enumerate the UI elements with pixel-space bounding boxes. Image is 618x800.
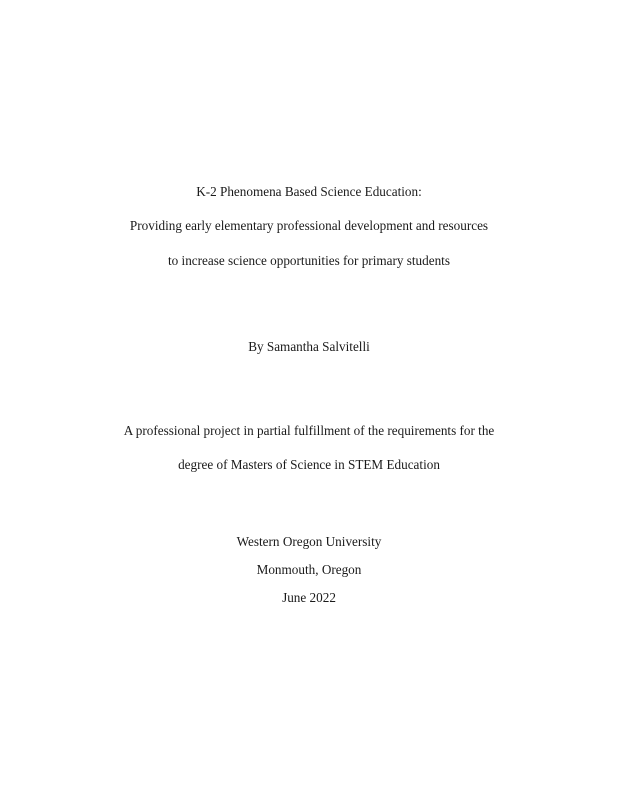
title: K-2 Phenomena Based Science Education: xyxy=(196,184,422,199)
date: June 2022 xyxy=(282,590,336,605)
location: Monmouth, Oregon xyxy=(256,562,362,577)
institution: Western Oregon University xyxy=(236,534,382,549)
subtitle-line-2: to increase science opportunities for primary students xyxy=(168,253,450,268)
statement-line-2: degree of Masters of Science in STEM Education xyxy=(178,457,440,472)
author: By Samantha Salvitelli xyxy=(248,339,370,354)
statement-line-1: A professional project in partial fulfillment of the requirements for the xyxy=(123,423,495,438)
subtitle-line-1: Providing early elementary professional development and resources xyxy=(129,218,489,233)
